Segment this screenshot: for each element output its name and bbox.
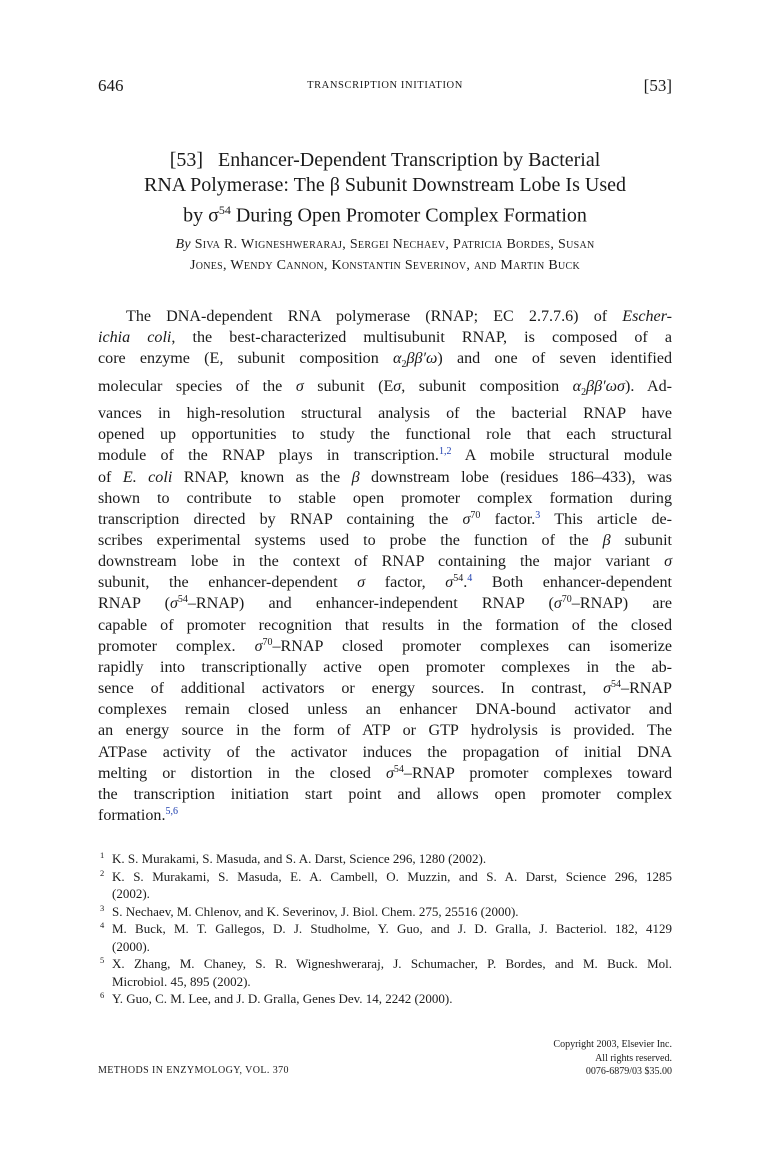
body-line: subunit, the enhancer-dependent σ factor, $\sigma^{54}.^4$ Both enhancer-dependent [98, 573, 672, 592]
body-line: vances in high-resolution structural analysis of the bacterial RNAP have [98, 405, 672, 423]
footnote-line: S. Nechaev, M. Chlenov, and K. Severinov, J. Biol. Chem. 275, 25516 (2000). [112, 903, 519, 919]
title-line-2: RNA Polymerase: The β Subunit Downstream Lobe Is Used [144, 174, 626, 196]
body-line: The DNA-dependent RNA polymerase (RNAP; EC 2.7.7.6) of Escher- [126, 308, 672, 325]
body-line: complexes remain closed unless an enhancer DNA-bound activator and [98, 701, 672, 719]
footnote-mark: 3 [100, 902, 105, 913]
body-line: transcription directed by RNAP containing the $\sigma^{70}$ factor.$^3$ This article de- [98, 509, 672, 528]
footnote-line: Y. Guo, C. M. Lee, and J. D. Gralla, Genes Dev. 14, 2242 (2000). [112, 991, 453, 1006]
body-line: scribes experimental systems used to probe the function of the β subunit [98, 532, 673, 549]
body-line: capable of promoter recognition that results in the formation of the closed [98, 616, 672, 634]
footnote-line: X. Zhang, M. Chaney, S. R. Wigneshweraraj, J. Schumacher, P. Bordes, and M. Buck. Mol. [112, 956, 672, 971]
issn-price-line: 0076-6879/03 $35.00 [585, 1066, 672, 1077]
title-line-3 [98, 198, 672, 229]
author-list [98, 234, 672, 276]
body-line: shown to contribute to stable open promoter complex formation during [98, 489, 672, 507]
authors-names-1: Siva R. Wigneshweraraj, Sergei Nechaev, Patricia Bordes, Susan [194, 237, 595, 252]
body-line: module of the RNAP plays in transcription.$^{1,2}$ A mobile structural module [98, 446, 672, 465]
body-line: rapidly into transcriptionally active open promoter complexes in the ab- [98, 658, 672, 676]
page-number: 646 [98, 76, 124, 95]
footnote-1 [98, 850, 672, 868]
copyright-line: Copyright 2003, Elsevier Inc. [553, 1039, 672, 1050]
footnotes [98, 850, 672, 1008]
footnote-line: K. S. Murakami, S. Masuda, E. A. Cambell, O. Muzzin, and S. A. Darst, Science 296, 1285 [112, 868, 672, 884]
body-line: formation.$^{5,6}$ [98, 806, 178, 825]
article-title [98, 148, 672, 229]
title-line-3-post: During Open Promoter Complex Formation [230, 204, 587, 227]
footnote-line: (2002). [112, 886, 150, 901]
title-line-1: [53] Enhancer-Dependent Transcription by Bacterial [169, 149, 601, 171]
body-paragraph [98, 306, 672, 826]
body-line: downstream lobe in the context of RNAP containing the major variant σ [98, 553, 672, 571]
running-title: TRANSCRIPTION INITIATION [307, 80, 463, 91]
footnote-line: M. Buck, M. T. Gallegos, D. J. Studholme, Y. Guo, and J. D. Gralla, J. Bacteriol. 182, 4129 [112, 921, 672, 936]
rights-line: All rights reserved. [595, 1052, 672, 1064]
body-line: ichia coli, the best-characterized multisubunit RNAP, is composed of a [98, 329, 672, 347]
footnote-mark: 5 [100, 955, 105, 965]
title-sup: 54 [218, 203, 231, 217]
body-line: the transcription initiation start point and allows open promoter complex [98, 785, 672, 803]
footnote-6 [98, 990, 672, 1008]
body-line: an energy source in the form of ATP or GTP hydrolysis is provided. The [98, 722, 672, 740]
body-line: RNAP $(\sigma^{54}-RNAP)$ and enhancer-independent RNAP $(\sigma^{70}-RNAP)$ are [98, 594, 672, 613]
title-line-3-pre: by σ [183, 204, 219, 227]
body-line: promoter complex. $\sigma^{70}$–RNAP closed promoter complexes can isomerize [98, 636, 672, 655]
footnote-line: K. S. Murakami, S. Masuda, and S. A. Darst, Science 296, 1280 (2002). [112, 851, 487, 866]
page-header [98, 76, 672, 100]
footnote-mark: 2 [100, 867, 105, 878]
body-line: core enzyme (E, subunit composition $\alpha_2\beta\beta'\omega$) and one of seven identified [98, 350, 673, 371]
footnote-mark: 1 [100, 850, 105, 860]
footnote-mark: 4 [100, 920, 105, 930]
body-line: of E. coli RNAP, known as the β downstream lobe (residues 186–433), was [98, 468, 672, 486]
footnote-line: (2000). [112, 938, 150, 954]
body-line: molecular species of the σ subunit (Eσ, subunit composition $\alpha_2\beta\beta'\omega\sigma$). Ad- [98, 377, 672, 398]
body-line: opened up opportunities to study the functional role that each structural [98, 426, 672, 444]
footnote-5 [98, 955, 672, 990]
authors-line-1 [98, 234, 672, 255]
authors-line-2: Jones, Wendy Cannon, Konstantin Severinov, and Martin Buck [189, 258, 581, 273]
body-line: melting or distortion in the closed $\sigma^{54}$–RNAP promoter complexes toward [98, 763, 672, 782]
footnote-3 [98, 903, 672, 921]
volume-info: METHODS IN ENZYMOLOGY, VOL. 370 [98, 1065, 289, 1076]
body-line: sence of additional activators or energy sources. In contrast, $\sigma^{54}$–RNAP [98, 679, 672, 698]
footnote-mark: 6 [100, 990, 105, 1000]
footnote-2 [98, 868, 672, 903]
copyright-block [553, 1038, 672, 1079]
footnote-4 [98, 920, 672, 955]
by-label: By [175, 237, 191, 252]
footnote-line: Microbiol. 45, 895 (2002). [112, 973, 251, 989]
chapter-tag: [53] [643, 76, 672, 95]
body-line: ATPase activity of the activator induces the propagation of initial DNA [98, 743, 672, 761]
